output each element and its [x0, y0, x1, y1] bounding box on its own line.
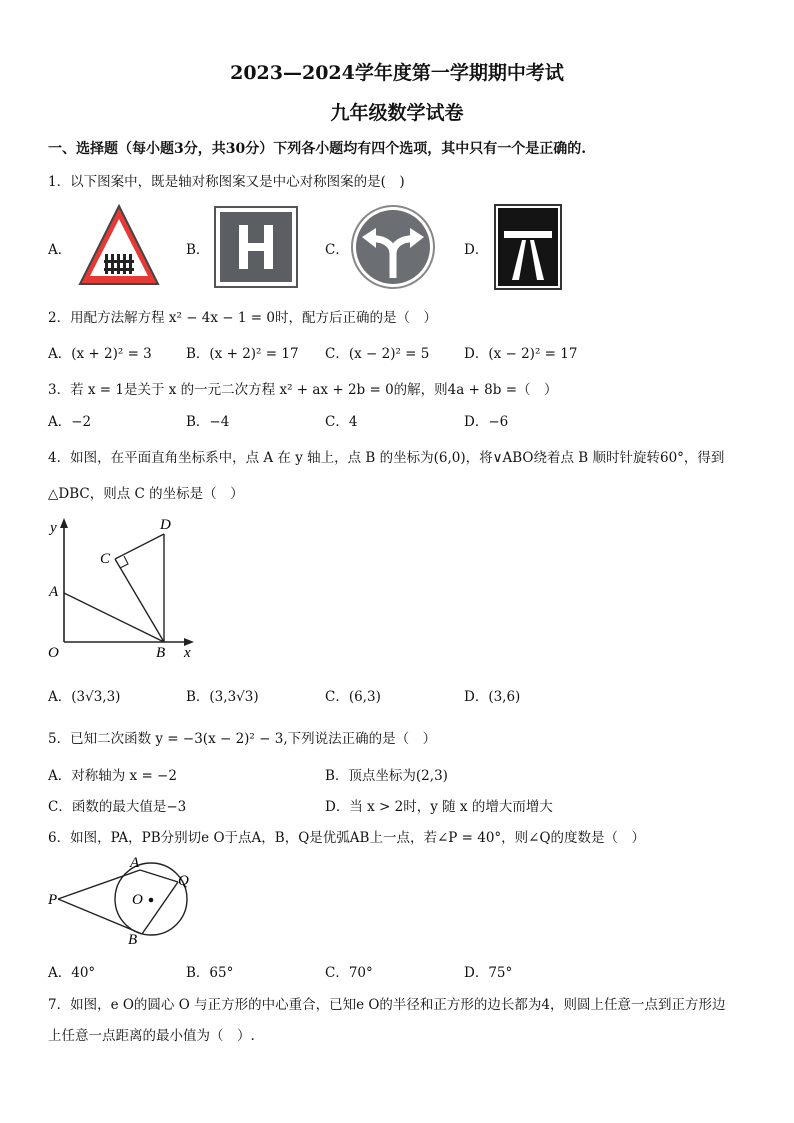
q4-label-d: D	[160, 517, 171, 533]
q6-label-a: A	[130, 855, 140, 871]
q4-label-x: x	[184, 645, 191, 660]
q1-option-d: D．	[464, 242, 489, 258]
section-heading: 一、选择题（每小题3分，共30分）下列各小题均有四个选项，其中只有一个是正确的.	[48, 141, 587, 157]
q3-option-b: B．−4	[186, 414, 230, 430]
railway-crossing-sign-icon	[76, 202, 162, 288]
q4-label-b: B	[156, 645, 166, 660]
q4-label-o: O	[48, 645, 59, 660]
q2-option-c: C．(x − 2)² = 5	[325, 346, 430, 362]
q4-option-b: B．(3,3√3)	[186, 689, 259, 705]
q5-option-b: B．顶点坐标为(2,3)	[325, 768, 448, 784]
q2-option-d: D．(x − 2)² = 17	[464, 346, 578, 362]
q6-option-a: A．40°	[48, 965, 96, 981]
q6-label-b: B	[128, 932, 138, 948]
hospital-sign-icon	[214, 206, 298, 288]
question-4-stem-line1: 4．如图，在平面直角坐标系中，点 A 在 y 轴上，点 B 的坐标为(6,0)，将∨ABO绕着点 B 顺时针旋转60°，得到	[48, 450, 725, 466]
q5-option-d: D．当 x > 2时，y 随 x 的增大而增大	[325, 799, 553, 815]
q2-option-a: A．(x + 2)² = 3	[48, 346, 152, 362]
fork-direction-sign-icon	[350, 204, 436, 290]
question-7-stem-line1: 7．如图，e O的圆心 O 与正方形的中心重合，已知e O的半径和正方形的边长都为4，则圆上任意一点到正方形边	[48, 997, 726, 1013]
q6-option-b: B．65°	[186, 965, 234, 981]
q5-option-c: C．函数的最大值是−3	[48, 799, 187, 815]
question-7-stem-line2: 上任意一点距离的最小值为（ ）.	[48, 1028, 255, 1044]
q1-option-c: C．	[325, 242, 349, 258]
q4-coordinate-figure	[44, 514, 204, 660]
q2-option-b: B．(x + 2)² = 17	[186, 346, 299, 362]
q3-option-d: D．−6	[464, 414, 509, 430]
q4-label-c: C	[100, 551, 111, 567]
q6-label-p: P	[48, 892, 58, 908]
question-5-stem: 5．已知二次函数 y = −3(x − 2)² − 3,下列说法正确的是（ ）	[48, 731, 437, 747]
question-1-stem: 1．以下图案中，既是轴对称图案又是中心对称图案的是( )	[48, 174, 405, 190]
q4-option-d: D．(3,6)	[464, 689, 521, 705]
q5-option-a: A．对称轴为 x = −2	[48, 768, 177, 784]
q4-option-a: A．(3√3,3)	[48, 689, 121, 705]
q4-option-c: C．(6,3)	[325, 689, 381, 705]
question-4-stem-line2: △DBC，则点 C 的坐标是（ ）	[48, 486, 244, 502]
q6-label-q: Q	[178, 873, 189, 889]
exam-title: 2023—2024学年度第一学期期中考试	[230, 62, 564, 84]
q3-option-a: A．−2	[48, 414, 92, 430]
highway-sign-icon	[494, 204, 562, 290]
q6-option-c: C．70°	[325, 965, 373, 981]
question-6-stem: 6．如图，PA，PB分别切e O于点A，B，Q是优弧AB上一点，若∠P = 40°，则∠Q的度数是（ ）	[48, 830, 646, 846]
exam-subtitle: 九年级数学试卷	[330, 102, 464, 124]
q1-option-a: A．	[48, 242, 72, 258]
q6-label-o: O	[132, 892, 143, 908]
q3-option-c: C．4	[325, 414, 358, 430]
q6-circle-tangent-figure	[44, 852, 204, 948]
q4-label-a: A	[49, 584, 59, 600]
q4-label-y: y	[50, 520, 57, 536]
q1-option-b: B．	[186, 242, 210, 258]
question-2-stem: 2．用配方法解方程 x² − 4x − 1 = 0时，配方后正确的是（ ）	[48, 310, 437, 326]
question-3-stem: 3．若 x = 1是关于 x 的一元二次方程 x² + ax + 2b = 0的解，则4a + 8b =（ ）	[48, 382, 558, 398]
q6-option-d: D．75°	[464, 965, 513, 981]
